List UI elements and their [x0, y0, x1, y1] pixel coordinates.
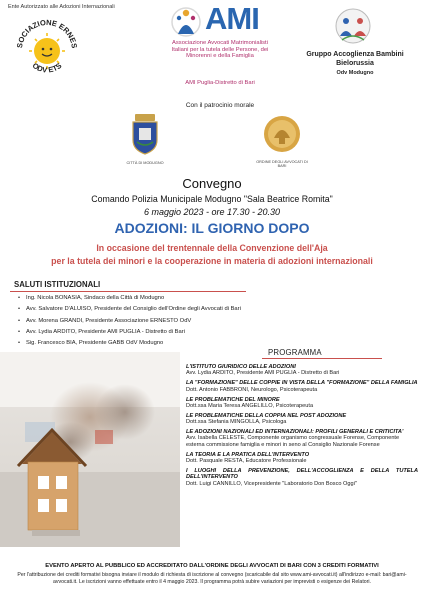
programma-item-speaker: Avv. Lydia ARDITO, Presidente AMI PUGLIA - Distretto di Bari	[186, 370, 340, 377]
svg-text:ODV ETS: ODV ETS	[30, 60, 64, 75]
stemma-citta-modugno	[128, 112, 162, 156]
programma-item	[186, 452, 418, 465]
programma-heading: PROGRAMMA	[268, 348, 322, 357]
gabb-logo	[330, 6, 376, 46]
programma-item	[186, 413, 418, 426]
event-title: ADOZIONI: IL GIORNO DOPO	[114, 220, 310, 236]
programma-item-speaker: Dott.ssa Maria Teresa ANGELILLO, Psicoterapeuta	[186, 402, 314, 409]
event-subtitle-2: per la tutela dei minori e la cooperazione in materia di adozioni internazionali	[51, 256, 373, 266]
programma-list	[186, 364, 418, 491]
programma-item-title: L'ISTITUTO GIURIDICO DELLE ADOZIONI	[186, 364, 296, 370]
ordine-avvocati-seal	[262, 112, 302, 156]
gabb-odv: Odv Modugno	[336, 70, 374, 76]
saluti-item: • Avv. Salvatore D'ALUISO, Presidente del Consiglio dell'Ordine degli Avvocati di Bari	[18, 304, 338, 315]
programma-item-speaker: Dott. Pasquale RESTA, Educatore Professionale	[186, 458, 307, 464]
programma-item	[186, 429, 418, 448]
ami-logo-icon	[168, 4, 204, 40]
event-venue: Comando Polizia Municipale Modugno "Sala Beatrice Romita"	[91, 194, 333, 204]
programma-item-speaker: Dott. Luigi CANNILLO, Vicepresidente "Laboratorio Don Bosco Oggi"	[186, 480, 357, 487]
programma-item-title: LA "FORMAZIONE" DELLE COPPIE IN VISTA DELLA "FORMAZIONE" DELLA FAMIGLIA	[186, 380, 418, 387]
saluti-heading: SALUTI ISTITUZIONALI	[14, 280, 101, 289]
programma-item-speaker: Dott. Antonio FABBRONI, Neurologo, Psicoterapeuta	[186, 386, 318, 393]
saluti-item: • Ing. Nicola BONASIA, Sindaco della Città di Modugno	[18, 293, 338, 304]
ami-district: AMI Puglia-Distretto di Bari	[185, 80, 255, 86]
event-kind: Convegno	[182, 176, 242, 191]
programma-item-title: LE PROBLEMATICHE DEL MINORE	[186, 396, 280, 403]
footer-heading: EVENTO APERTO AL PUBBLICO ED ACCREDITATO DALL'ORDINE DEGLI AVVOCATI DI BARI CON 3 CREDITI FORMATIVI	[45, 563, 379, 569]
saluti-item: • Sig. Francesco BIA, Presidente GABB OdV Modugno	[18, 338, 338, 349]
ordine-caption: ORDINE DEGLI AVVOCATI DI BARI	[256, 160, 308, 168]
event-subtitle-1: In occasione del trentennale della Convenzione dell'Aja	[96, 243, 328, 253]
stemma-caption: CITTÀ DI MODUGNO	[126, 161, 164, 165]
programma-divider	[262, 358, 382, 359]
saluti-item: • Avv. Lydia ARDITO, Presidente AMI PUGLIA - Distretto di Bari	[18, 327, 338, 338]
programma-item	[186, 380, 418, 393]
associazione-ernesto-logo	[12, 15, 82, 85]
saluti-divider	[10, 291, 246, 292]
family-house-photo	[0, 352, 180, 547]
patrocinio-text: Con il patrocinio morale	[185, 102, 255, 109]
ami-subtitle: Associazione Avvocati Matrimonialisti Italiani per la tutela delle Persone, dei Minorenni e della Famiglia	[171, 40, 269, 60]
gabb-name: Gruppo Accoglienza Bambini Bielorussia	[306, 51, 404, 67]
programma-item-speaker: Dott.ssa Stefania MINGOLLA, Psicologa	[186, 419, 287, 426]
programma-item-title: LE ADOZIONI NAZIONALI ED INTERNAZIONALI: PROFILI GENERALI E CRITICITA'	[186, 429, 404, 436]
programma-item	[186, 364, 418, 377]
ente-autorizzato-text: Ente Autorizzato alle Adozioni Internazionali	[8, 4, 115, 10]
programma-item-title: I LUOGHI DELLA PREVENZIONE, DELL'ACCOGLIENZA E DELLA TUTELA DELL'INTERVENTO	[186, 467, 418, 481]
saluti-list	[18, 293, 338, 349]
footer-text: Per l'attribuzione dei crediti formativi bisogna inviare il modulo di richiesta di iscrizione al convegno (scaricabile dal sito www.ami-avvocati.it) all'indirizzo e-mail: bari@ami-avvocati.it. Le iscrizioni vanno effettuate entro il 4 maggio 2023. Il programma potrà subire variazioni per imprevisti o esigenze dei Relatori.	[17, 572, 407, 585]
programma-item	[186, 468, 418, 487]
programma-item	[186, 397, 418, 410]
programma-item-title: LA TEORIA E LA PRATICA DELL'INTERVENTO	[186, 451, 310, 458]
svg-text:ASSOCIAZIONE ERNESTO: SOCIAZIONE ERNES	[15, 17, 79, 49]
event-date: 6 maggio 2023 - ore 17.30 - 20.30	[143, 207, 281, 217]
programma-item-title: LE PROBLEMATICHE DELLA COPPIA NEL POST ADOZIONE	[186, 412, 347, 419]
saluti-item: • Avv. Morena GRANDI, Presidente Associazione ERNESTO OdV	[18, 316, 338, 327]
ami-title: AMI	[205, 1, 259, 36]
programma-item-speaker: Avv. Isabella CELESTE, Componente organismo congressuale Forense, Componente esterna commissione famiglia e minori in seno al Consiglio Nazionale Forense	[186, 435, 400, 448]
